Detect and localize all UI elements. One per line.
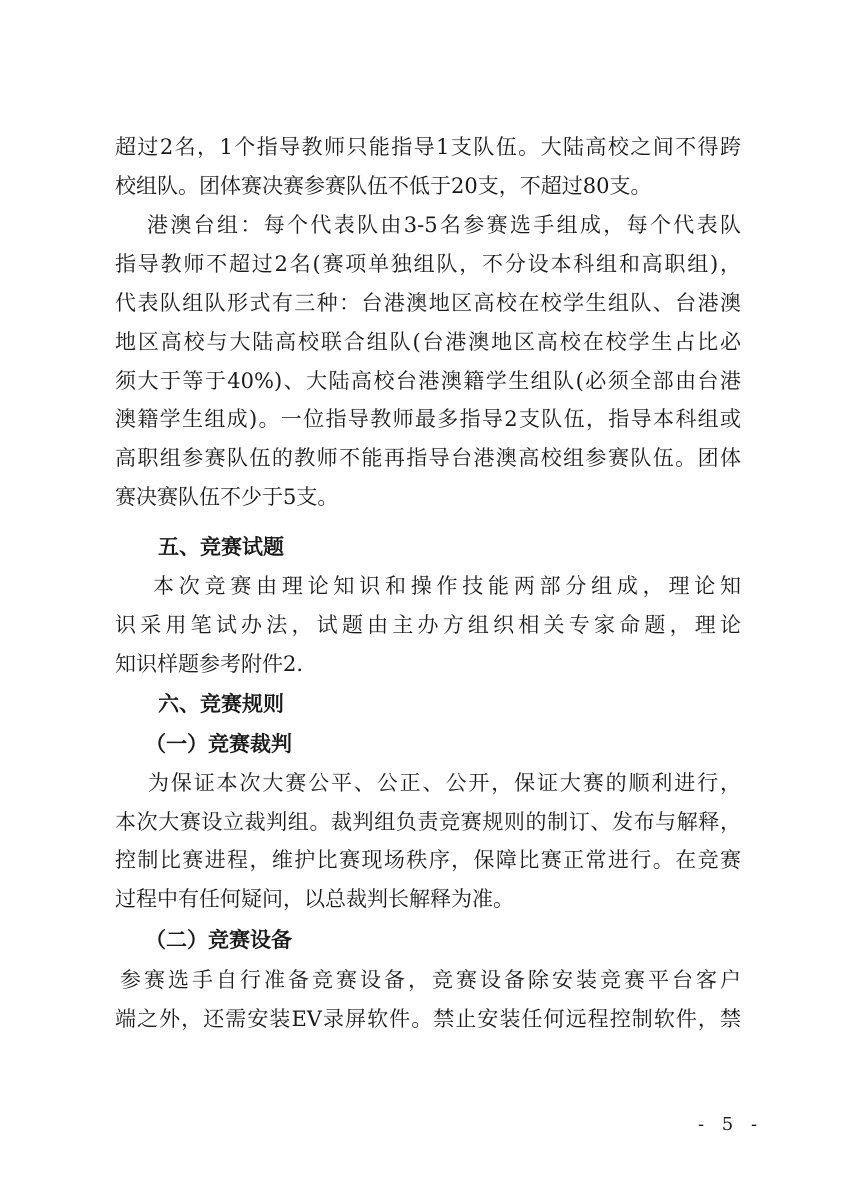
text-line: 地区高校与大陆高校联合组队(台港澳地区高校在校学生占比必 — [115, 330, 741, 354]
text-line: 指导教师不超过2名(赛项单独组队，不分设本科组和高职组)， — [115, 252, 741, 276]
text-line: 识采用笔试办法，试题由主办方组织相关专家命题，理论 — [115, 613, 741, 637]
section-heading: （一）竞赛裁判 — [145, 732, 292, 756]
text-line: 代表队组队形式有三种：台港澳地区高校在校学生组队、台港澳 — [115, 291, 741, 315]
section-heading: 五、竞赛试题 — [158, 535, 284, 559]
text-line: 赛决赛队伍不少于5支。 — [115, 485, 339, 509]
section-heading: （二）竞赛设备 — [145, 928, 292, 952]
text-line: 本次竞赛由理论知识和操作技能两部分组成，理论知 — [153, 574, 741, 598]
text-line: 过程中有任何疑问，以总裁判长解释为准。 — [115, 887, 514, 911]
text-line: 澳籍学生组成)。一位指导教师最多指导2支队伍，指导本科组或 — [115, 407, 741, 431]
text-line: 控制比赛进程，维护比赛现场秩序，保障比赛正常进行。在竞赛 — [115, 848, 741, 872]
text-line: 港澳台组：每个代表队由3-5名参赛选手组成，每个代表队 — [147, 213, 741, 237]
text-line: 本次大赛设立裁判组。裁判组负责竞赛规则的制订、发布与解释， — [115, 810, 741, 834]
text-line: 为保证本次大赛公平、公正、公开，保证大赛的顺利进行， — [148, 771, 741, 795]
text-line: 知识样题参考附件2. — [115, 652, 304, 676]
page-number: - 5 - — [698, 1114, 764, 1135]
text-line: 高职组参赛队伍的教师不能再指导台港澳高校组参赛队伍。团体 — [115, 446, 741, 470]
text-line: 校组队。团体赛决赛参赛队伍不低于20支，不超过80支。 — [115, 174, 652, 198]
text-line: 须大于等于40%)、大陆高校台港澳籍学生组队(必须全部由台港 — [115, 369, 741, 393]
section-heading: 六、竞赛规则 — [158, 692, 284, 716]
text-line: 端之外，还需安装EV录屏软件。禁止安装任何远程控制软件，禁 — [115, 1007, 741, 1031]
text-line: 超过2名，1个指导教师只能指导1支队伍。大陆高校之间不得跨 — [115, 135, 741, 159]
text-line: 参赛选手自行准备竞赛设备，竞赛设备除安装竞赛平台客户 — [120, 968, 741, 992]
